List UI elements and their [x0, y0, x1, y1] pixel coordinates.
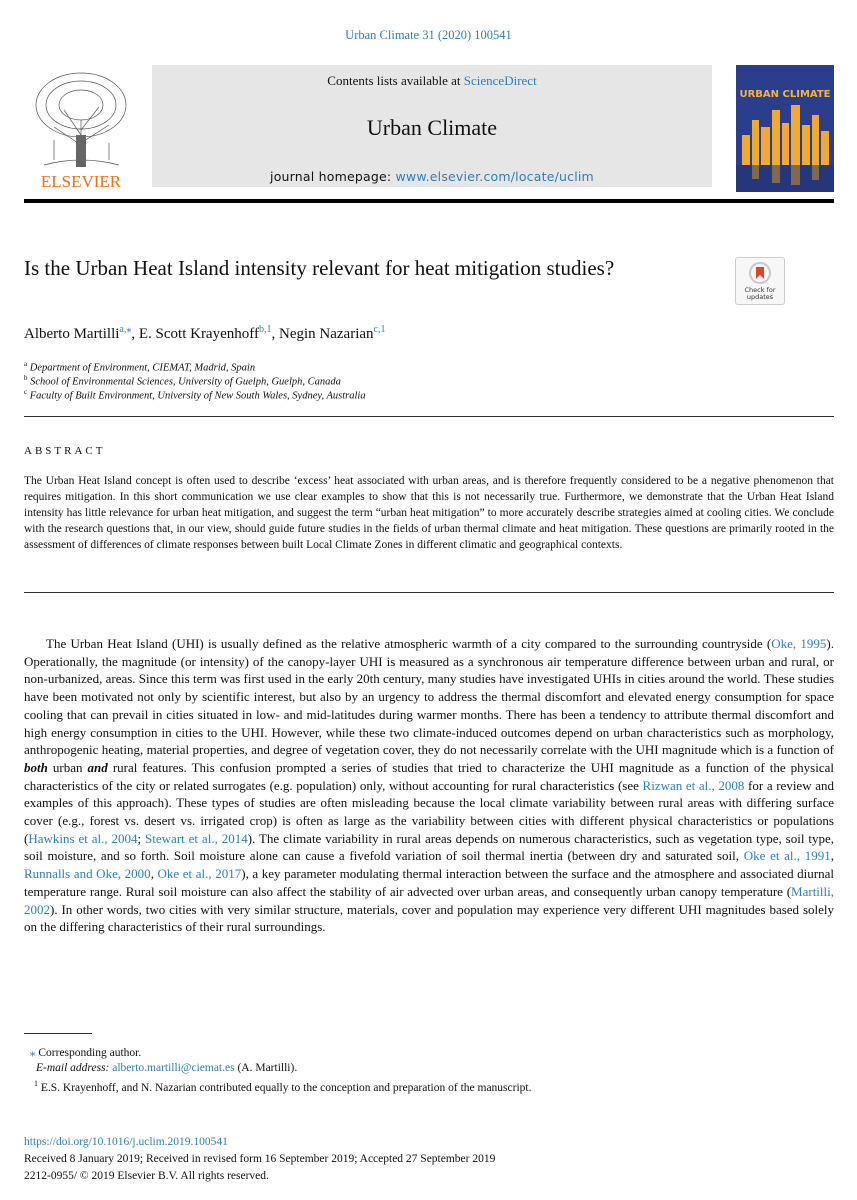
body-text-run: The Urban Heat Island (UHI) is usually defined as the relative atmospheric warmth of a city compared to the surrounding countryside ( [46, 636, 772, 651]
publisher-wordmark: ELSEVIER [40, 172, 122, 191]
homepage-link[interactable]: www.elsevier.com/locate/uclim [395, 169, 594, 184]
journal-header-box [152, 65, 712, 187]
affiliation-key: a [24, 360, 28, 368]
body-text-run: rural features. This confusion prompted a series of studies that tried to characterize the UHI magnitude as a function of the physical characteristics of the city or related surrogates (e.g. population) only, without accounting for rural characteristics (see [24, 759, 834, 793]
author-name[interactable]: Negin Nazarian [278, 326, 374, 342]
footnote-marker: 1 [34, 1079, 38, 1088]
received-dates: Received 8 January 2019; Received in revised form 16 September 2019; Accepted 27 September 2019 [24, 1153, 496, 1165]
body-text-run: urban [47, 759, 88, 775]
journal-name: Urban Climate [366, 115, 498, 140]
affiliation-text: Faculty of Built Environment, University of New South Wales, Sydney, Australia [29, 390, 366, 402]
contents-prefix: Contents lists available at [327, 73, 464, 88]
footnote-1 [34, 1079, 531, 1094]
divider [24, 416, 834, 417]
journal-cover[interactable] [736, 65, 834, 192]
body-text-run: ). The climate variability in rural areas depends on numerous characteristics, such as vegetation type, soil type, soil moisture, and so forth. Soil moisture alone can cause a fivefold variation of soil thermal inertia (between dry and saturated soil, [24, 830, 834, 864]
abstract-heading: ABSTRACT [24, 445, 106, 457]
citation-link[interactable]: Oke, 1995 [771, 636, 827, 651]
body-text-run: ). Operationally, the magnitude (or intensity) of the canopy-layer UHI is measured as a synchronous air temperature difference between urban and rural, or non-urbanized, areas. Since this term was first used in the early 20th century, many studies have investigated UHIs in cities around the world. These studies have been motivated not only by scientific interest, but also by an urgency to address the thermal discomfort and elevated energy consumption for space cooling that can prevail in cities situated in low- and mid-latitudes during warmer months. There has been a tendency to attribute thermal discomfort and high energy consumption in cities to the UHI. However, while these two climate-induced outcomes depend on urban characteristics such as morphology, anthropogenic heating, material properties, and degree of vegetation cover, they do not necessarily correlate with the UHI magnitude which is a function of [24, 636, 834, 758]
email-label: E-mail address: [36, 1062, 113, 1074]
affiliation [24, 360, 255, 374]
copyright: 2212-0955/ © 2019 Elsevier B.V. All rights reserved. [24, 1170, 269, 1182]
elsevier-tree-icon [24, 65, 139, 192]
body-text-run: ), a key parameter modulating thermal interaction between the surface and the atmosphere and associated diurnal temperature range. Rural soil moisture can also affect the stability of air advected over urban areas, and consequently urban canopy temperature ( [24, 866, 835, 899]
article-title: Is the Urban Heat Island intensity relevant for heat mitigation studies? [24, 256, 615, 280]
header-rule [24, 199, 834, 203]
elsevier-logo[interactable] [24, 65, 139, 192]
body-text-run: ; [137, 830, 146, 846]
affiliation [24, 388, 366, 402]
citation-link[interactable]: Oke et al., 2017 [157, 866, 242, 882]
sciencedirect-link[interactable]: ScienceDirect [463, 73, 537, 88]
author-list: Alberto Martilli$^{a,⁎}$, E. Scott Krayenhoff$^{b,1}$, Negin Nazarian$^{c,1}$ [24, 324, 386, 342]
citation-link[interactable]: Stewart et al., 2014 [145, 830, 248, 846]
affiliation-text: School of Environmental Sciences, University of Guelph, Guelph, Canada [30, 376, 341, 388]
corresponding-text: Corresponding author. [38, 1047, 142, 1059]
corresponding-marker: ⁎ [24, 1047, 36, 1059]
email-suffix: (A. Martilli). [234, 1062, 298, 1074]
body-text-run: for a review and examples of this approach). These types of studies are often misleading because the local climate variability between rural areas with differing surface cover (e.g., forest vs. desert vs. irrigated crop) is often as large as the variability between cities with different physical characteristics or populations ( [24, 777, 834, 846]
masthead [24, 65, 834, 192]
email-link[interactable]: alberto.martilli@ciemat.es [112, 1062, 235, 1074]
footnote-1-text: E.S. Krayenhoff, and N. Nazarian contributed equally to the conception and preparation of the manuscript. [40, 1081, 532, 1094]
doi-link[interactable]: https://doi.org/10.1016/j.uclim.2019.100541 [24, 1136, 228, 1148]
author-affiliation-marker[interactable]: b,1 [258, 324, 272, 335]
bookmark-icon [749, 262, 771, 284]
emphasis: both [24, 759, 48, 775]
body-text-run: , [150, 866, 158, 882]
citation-link[interactable]: Rizwan et al., 2008 [642, 777, 745, 793]
citation-link[interactable]: Martilli, 2002 [24, 883, 834, 917]
author-affiliation-marker[interactable]: c,1 [373, 324, 386, 335]
author-affiliation-marker[interactable]: a,⁎ [119, 324, 132, 335]
body-text-run: ). In other words, two cities with very similar structure, materials, cover and population may experience very different UHI magnitudes based solely on the differing characteristics of their rural surroundings. [24, 901, 834, 935]
cover-title: URBAN CLIMATE [739, 89, 831, 100]
contents-line [152, 73, 712, 89]
body-text-run: , [830, 848, 835, 864]
abstract-text: The Urban Heat Island concept is often used to describe ‘excess’ heat associated with urban areas, and is therefore frequently considered to be a negative phenomenon that requires mitigation. In this short communication we use clear examples to show that this is not necessarily true. Furthermore, we demonstrate that the Urban Heat Island intensity has little relevance for urban heat mitigation, and suggest the term “urban heat mitigation” to more accurately describe strategies aimed at cooling cities. We conclude with the research questions that, in our view, should guide future studies in the fields of urban thermal climate and heat mitigation. These questions are primarily rooted in the assessment of differences of climate responses between built Local Climate Zones in different climatic and geographical contexts. [24, 475, 834, 551]
skyline-icon [736, 65, 834, 192]
author-name[interactable]: E. Scott Krayenhoff [138, 326, 259, 342]
citation-link[interactable]: Runnalls and Oke, 2000 [24, 866, 151, 882]
citation-link[interactable]: Hawkins et al., 2004 [28, 830, 138, 846]
homepage-line [152, 169, 712, 184]
affiliation-key: b [24, 374, 28, 382]
divider [24, 592, 834, 593]
homepage-prefix: journal homepage: [270, 169, 396, 184]
emphasis: and [87, 759, 108, 775]
footnote-rule [24, 1033, 92, 1034]
journal-reference[interactable]: Urban Climate 31 (2020) 100541 [345, 28, 512, 42]
affiliation-text: Department of Environment, CIEMAT, Madrid, Spain [29, 362, 256, 374]
footnote-corresponding [24, 1045, 141, 1059]
body-paragraph [24, 635, 834, 936]
footnote-email [36, 1062, 297, 1074]
citation-link[interactable]: Oke et al., 1991 [743, 848, 831, 864]
author-name[interactable]: Alberto Martilli [24, 326, 120, 342]
badge-label: Check for updates [744, 286, 776, 301]
affiliation-key: c [24, 388, 28, 396]
check-for-updates-badge[interactable] [735, 257, 785, 305]
affiliation [24, 374, 341, 388]
